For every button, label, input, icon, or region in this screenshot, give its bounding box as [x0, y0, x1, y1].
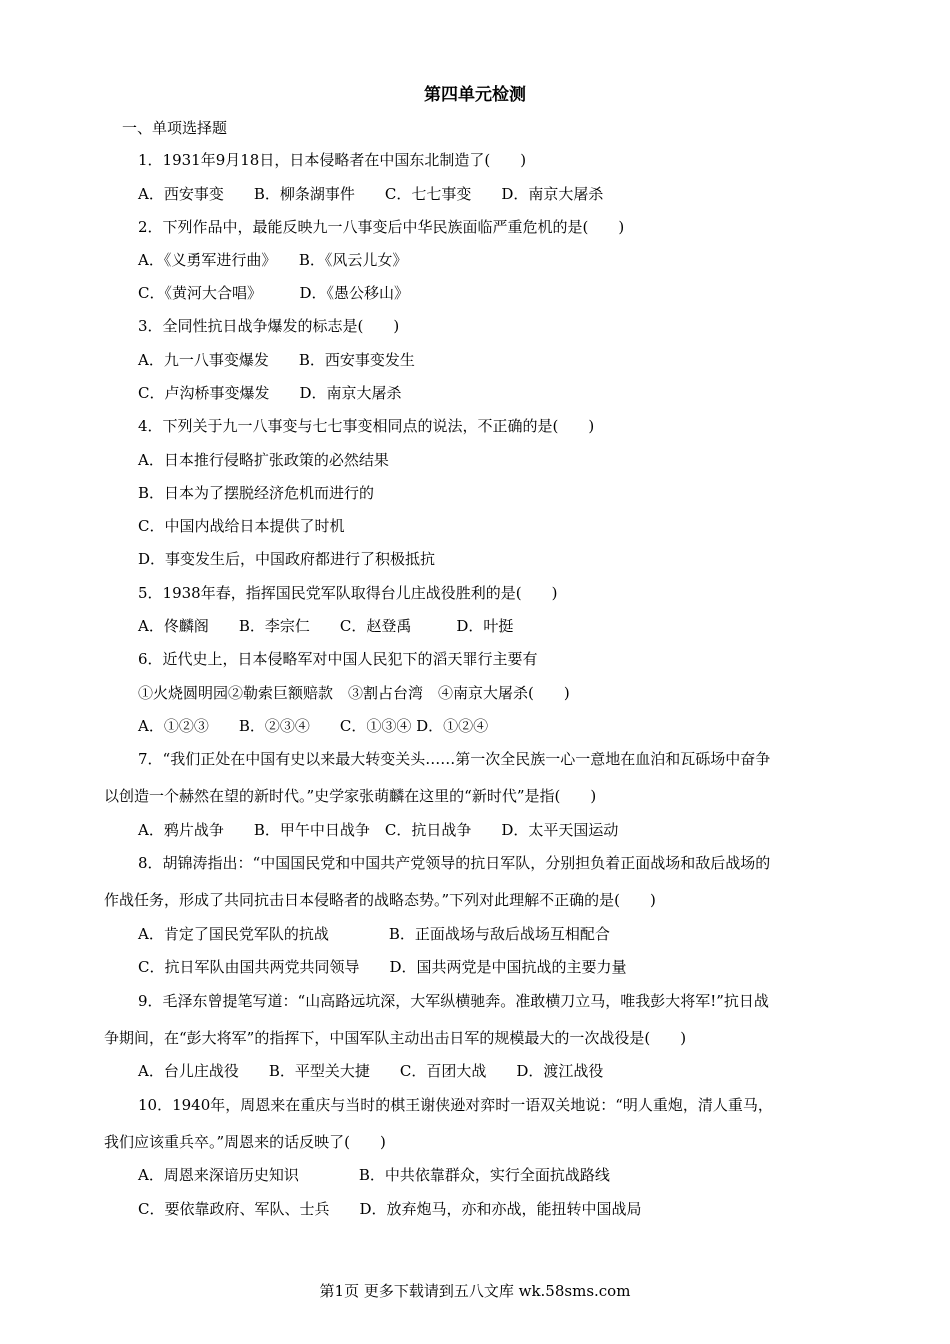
text-line: A．周恩来深谙历史知识 B．中共依靠群众，实行全面抗战路线 — [138, 1166, 610, 1184]
text-line: ①火烧圆明园②勒索巨额赔款 ③割占台湾 ④南京大屠杀( ) — [138, 684, 570, 702]
text-line: D．事变发生后，中国政府都进行了积极抵抗 — [138, 550, 436, 568]
text-line: A．①②③ B．②③④ C．①③④ D．①②④ — [138, 717, 489, 735]
text-line: 5．1938年春，指挥国民党军队取得台儿庄战役胜利的是( ) — [138, 584, 558, 602]
text-line: 6．近代史上，日本侵略军对中国人民犯下的滔天罪行主要有 — [138, 650, 538, 668]
text-line: A．鸦片战争 B．甲午中日战争 C．抗日战争 D．太平天国运动 — [138, 821, 619, 839]
text-line: A．西安事变 B．柳条湖事件 C．七七事变 D．南京大屠杀 — [138, 185, 604, 203]
text-line: A．佟麟阁 B．李宗仁 C．赵登禹 D．叶挺 — [138, 617, 514, 635]
text-line: B．日本为了摆脱经济危机而进行的 — [138, 484, 375, 502]
text-line: 以创造一个赫然在望的新时代。”史学家张萌麟在这里的“新时代”是指( ) — [104, 787, 597, 805]
text-line: A．肯定了国民党军队的抗战 B．正面战场与敌后战场互相配合 — [138, 925, 610, 943]
text-line: 争期间，在“彭大将军”的指挥下，中国军队主动出击日军的规模最大的一次战役是( ) — [104, 1029, 687, 1047]
text-line: A．日本推行侵略扩张政策的必然结果 — [138, 451, 389, 469]
text-line: 7．“我们正处在中国有史以来最大转变关头……第一次全民族一心一意地在血泊和瓦砾场中奋争 — [138, 750, 771, 768]
text-line: A．九一八事变爆发 B．西安事变发生 — [138, 351, 415, 369]
text-line: 3．全同性抗日战争爆发的标志是( ) — [138, 317, 400, 335]
text-line: 2．下列作品中，最能反映九一八事变后中华民族面临严重危机的是( ) — [138, 218, 625, 236]
text-line: C．抗日军队由国共两党共同领导 D．国共两党是中国抗战的主要力量 — [138, 958, 627, 976]
page-title: 第四单元检测 — [424, 85, 526, 105]
text-line: C．要依靠政府、军队、士兵 D．放弃炮马，亦和亦战，能扭转中国战局 — [138, 1200, 642, 1218]
text-line: 10．1940年，周恩来在重庆与当时的棋王谢侠逊对弈时一语双关地说：“明人重炮，清人重马， — [138, 1096, 773, 1114]
text-line: C．卢沟桥事变爆发 D．南京大屠杀 — [138, 384, 402, 402]
text-line: 8．胡锦涛指出：“中国国民党和中国共产党领导的抗日军队，分别担负着正面战场和敌后战场的 — [138, 854, 771, 872]
text-line: A．台儿庄战役 B．平型关大捷 C．百团大战 D．渡江战役 — [138, 1062, 604, 1080]
text-line: C．《黄河大合唱》 D．《愚公移山》 — [138, 284, 410, 302]
text-line: 作战任务，形成了共同抗击日本侵略者的战略态势。”下列对此理解不正确的是( ) — [104, 891, 656, 909]
text-line: 我们应该重兵卒。”周恩来的话反映了( ) — [104, 1133, 386, 1151]
text-line: 9．毛泽东曾提笔写道：“山高路远坑深，大军纵横驰奔。准敢横刀立马，唯我彭大将军!”抗日战 — [138, 992, 769, 1010]
text-line: A．《义勇军进行曲》 B．《风云儿女》 — [138, 251, 408, 269]
text-line: 4．下列关于九一八事变与七七事变相同点的说法，不正确的是( ) — [138, 417, 595, 435]
section-heading: 一、单项选择题 — [122, 119, 228, 137]
text-line: 1．1931年9月18日，日本侵略者在中国东北制造了( ) — [138, 151, 527, 169]
page-footer: 第1页 更多下载请到五八文库 wk.58sms.com — [319, 1282, 631, 1300]
text-line: C．中国内战给日本提供了时机 — [138, 517, 345, 535]
